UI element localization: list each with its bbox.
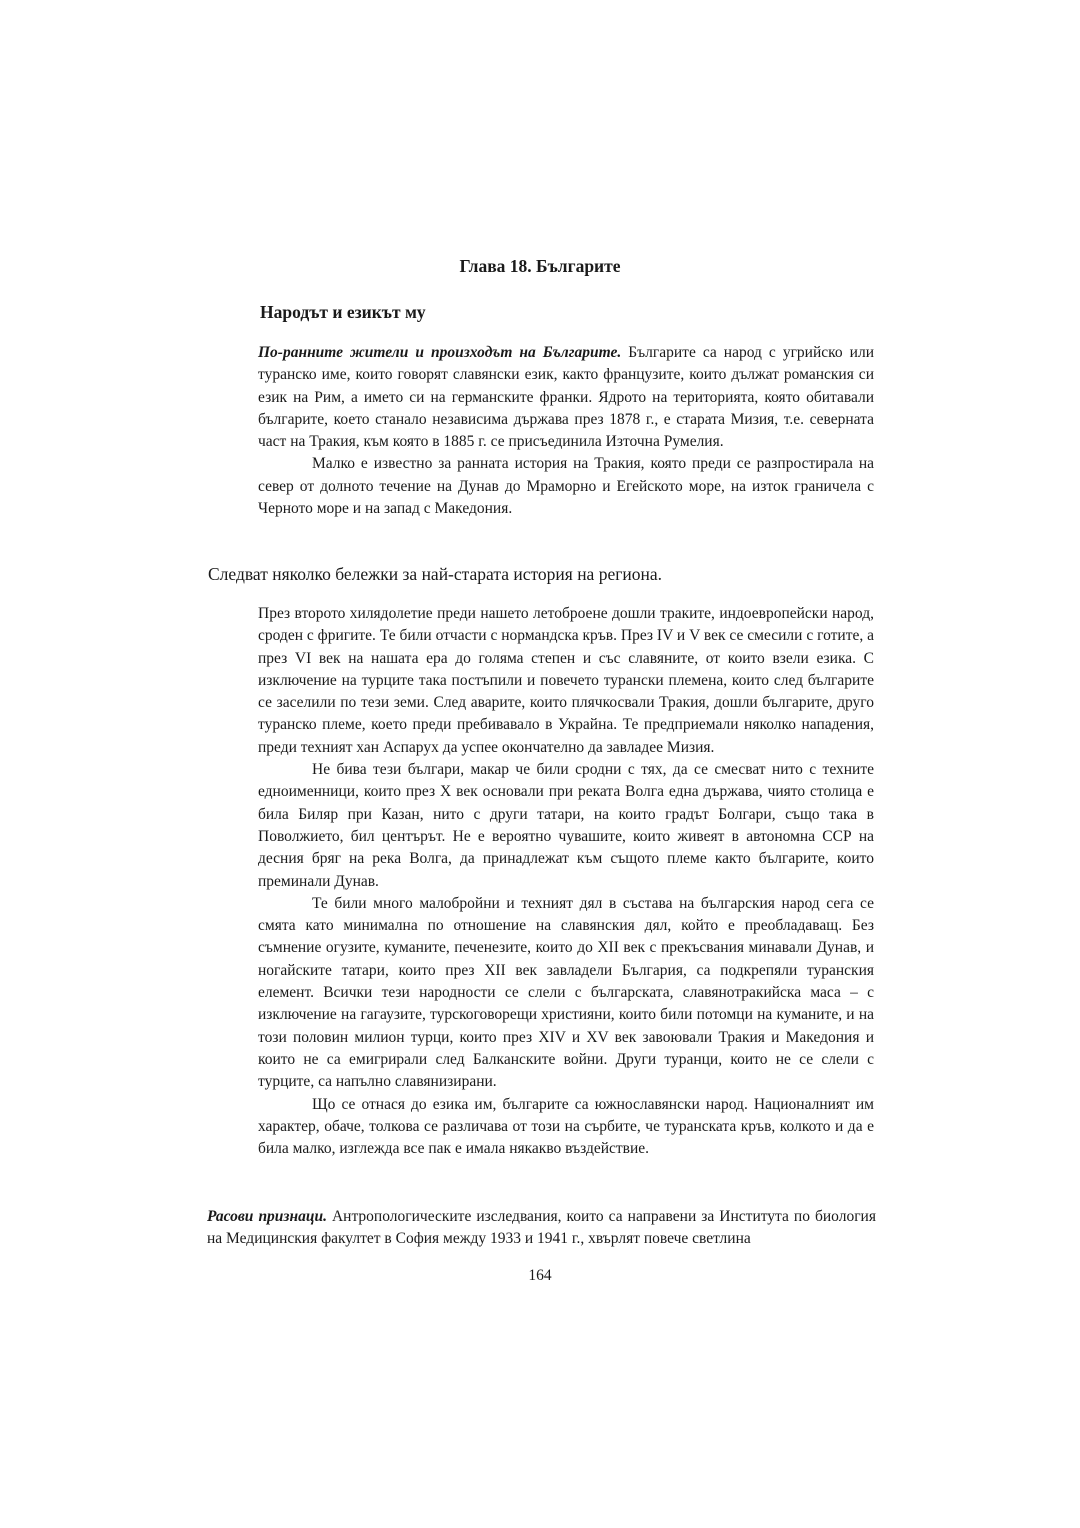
section-title: Народът и езикът му — [260, 302, 426, 322]
intro-runin-title: По-ранните жители и произходът на Българите. — [258, 344, 622, 361]
race-text: Антропологическите изследвания, които са направени за Института по биология на Медицинския факултет в София между 1933 и 1941 г., хвърлят повече светлина — [207, 1208, 876, 1248]
race-paragraph — [207, 1206, 876, 1251]
intro-paragraph — [258, 342, 874, 453]
intro-text: Българите са народ с угрийско или туранско име, които говорят славянски език, както французите, които дължат романския си език на Рим, а името си на германските франки. Ядрото на територията, която обитавали българите, което станало независима държава през 1878 г., е старата Мизия, т.е. северната част на Тракия, към която в 1885 г. се присъединила Източна Румелия. — [258, 344, 874, 451]
history-paragraph-4: Що се отнася до езика им, българите са южнославянски народ. Националният им характер, обаче, толкова се различава от този на сърбите, че туранската кръв, колкото и да е била малко, изглежда все пак е имала някакво въздействие. — [258, 1095, 874, 1158]
race-runin-title: Расови признаци. — [207, 1208, 327, 1225]
note-line: Следват няколко бележки за най-старата история на региона. — [208, 564, 663, 584]
page-number: 164 — [528, 1267, 552, 1284]
intro-paragraph-2: Малко е известно за ранната история на Тракия, която преди се разпростирала на север от долното течение на Дунав до Мраморно и Егейското море, на изток граничела с Черното море и на запад с Македония. — [258, 455, 874, 518]
race-block — [207, 1206, 876, 1251]
intro-block — [258, 342, 874, 520]
history-paragraph-2: Не бива тези българи, макар че били сродни с тях, да се смесват нито с техните едноименници, които през X век основали при реката Волга една държава, чиято столица е била Биляр при Казан, нито с други татари, на които градът Болгари, също така в Поволжието, бил центърът. Не е вероятно чувашите, които живеят в автономна ССР на десния бряг на река Волга, да принадлежат към същото племе както българите, които преминали Дунав. — [258, 761, 874, 890]
history-paragraph-1: През второто хилядолетие преди нашето летоброене дошли траките, индоевропейски народ, сроден с фригите. Те били отчасти с нормандска кръв. През IV и V век се смесили с готите, а през VI век на нашата ера до голяма степен и със славяните, от които взели езика. С изключение на турците така постъпили и повечето турански племена, които след българите се заселили по тези земи. След аварите, които плячкосвали Тракия, дошли българите, друго туранско племе, което преди пребивавало в Украйна. Те предприемали няколко нападения, преди техният хан Аспарух да успее окончателно да завладее Мизия. — [258, 605, 874, 756]
chapter-title: Глава 18. Българите — [459, 256, 621, 276]
history-paragraph-3: Те били много малобройни и техният дял в състава на българския народ сега се смята като минимална по отношение на славянския дял, който е преобладаващ. Без съмнение огузите, куманите, печенезите, които до XII век с прекъсвания минавали Дунав, и ногайските татари, които през XII век завладели България, са подкрепяли туранския елемент. Всички тези народности се слели с българската, славянотракийска маса – с изключение на гагаузите, турскоговорещи християни, които били потомци на куманите, и на този половин милион турци, които през XIV и XV век завоювали Тракия и Македония и които не са емигрирали след Балканските войни. Други туранци, които не се слели с турците, са напълно славянизирани. — [258, 894, 874, 1091]
history-block — [258, 603, 874, 1160]
